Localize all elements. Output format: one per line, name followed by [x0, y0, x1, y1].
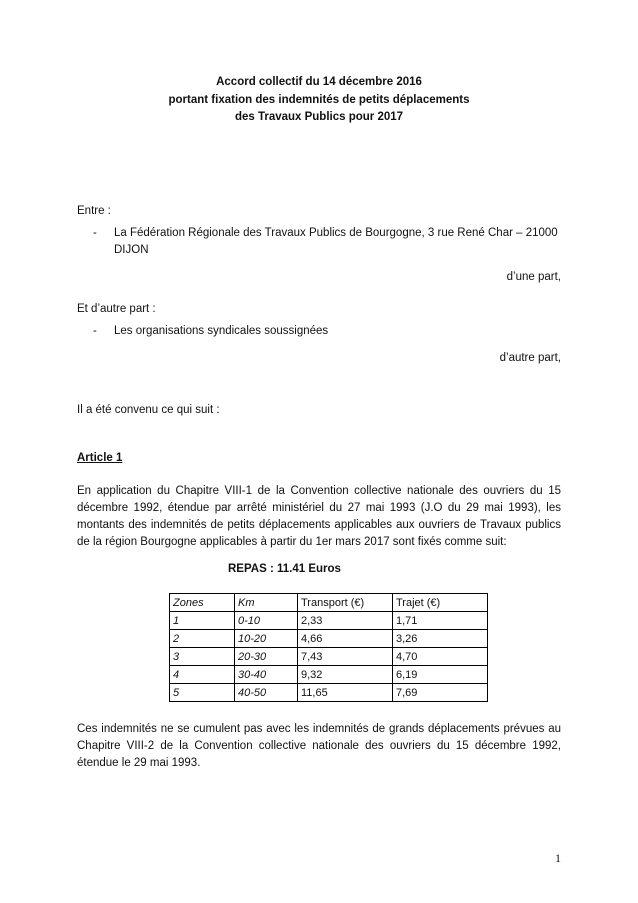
- cell-trajet: 6,19: [393, 666, 488, 684]
- header-trajet: Trajet (€): [393, 594, 488, 612]
- organisations-line: Les organisations syndicales soussignées: [114, 325, 329, 337]
- table-row: [170, 684, 488, 702]
- cell-km: 10-20: [235, 630, 298, 648]
- title-line-3: des Travaux Publics pour 2017: [234, 111, 404, 123]
- cell-zone: 2: [170, 630, 235, 648]
- cell-zone: 5: [170, 684, 235, 702]
- cell-transport: 7,43: [298, 648, 393, 666]
- cell-zone: 3: [170, 648, 235, 666]
- page-number: 1: [555, 851, 561, 865]
- entre-label: Entre :: [77, 205, 111, 217]
- header-zones: Zones: [170, 594, 235, 612]
- list-dash: -: [93, 227, 97, 239]
- table-row: [170, 666, 488, 684]
- cell-km: 30-40: [235, 666, 298, 684]
- header-km: Km: [235, 594, 298, 612]
- table-header-row: [170, 594, 488, 612]
- cell-transport: 9,32: [298, 666, 393, 684]
- federation-line-2: DIJON: [114, 244, 149, 256]
- cell-km: 20-30: [235, 648, 298, 666]
- list-dash: -: [93, 325, 97, 337]
- cell-transport: 11,65: [298, 684, 393, 702]
- title-line-2: portant fixation des indemnités de petits déplacements: [168, 94, 470, 106]
- une-part: d’une part,: [506, 271, 561, 283]
- cell-km: 40-50: [235, 684, 298, 702]
- convenu-line: Il a été convenu ce qui suit :: [77, 404, 220, 416]
- cell-trajet: 3,26: [393, 630, 488, 648]
- cell-zone: 1: [170, 612, 235, 630]
- zones-table: [169, 593, 488, 702]
- federation-line-1: La Fédération Régionale des Travaux Publics de Bourgogne, 3 rue René Char – 21000: [114, 227, 558, 239]
- autre-part: d’autre part,: [499, 352, 561, 364]
- cell-transport: 4,66: [298, 630, 393, 648]
- title-line-1: Accord collectif du 14 décembre 2016: [216, 76, 422, 88]
- cell-trajet: 4,70: [393, 648, 488, 666]
- cell-trajet: 1,71: [393, 612, 488, 630]
- table-row: [170, 648, 488, 666]
- autre-part-intro: Et d’autre part :: [77, 303, 156, 315]
- header-transport: Transport (€): [298, 594, 393, 612]
- cell-transport: 2,33: [298, 612, 393, 630]
- article-paragraph: En application du Chapitre VIII-1 de la Convention collective nationale des ouvriers du 15 décembre 1992, étendue par arrêté ministériel du 27 mai 1993 (J.O du 29 mai 1993), les montants des indemnités de petits déplacements applicables aux ouvriers de Travaux publics de la région Bourgogne applicables à partir du 1er mars 2017 sont fixés comme suit:: [77, 485, 561, 548]
- cell-km: 0-10: [235, 612, 298, 630]
- article-heading: Article 1: [77, 452, 123, 464]
- closing-paragraph: Ces indemnités ne se cumulent pas avec les indemnités de grands déplacements prévues au Chapitre VIII-2 de la Convention collective nationale des ouvriers du 15 décembre 1992, étendue le 29 mai 1993.: [77, 723, 561, 769]
- cell-trajet: 7,69: [393, 684, 488, 702]
- cell-zone: 4: [170, 666, 235, 684]
- table-row: [170, 612, 488, 630]
- repas-line: REPAS : 11.41 Euros: [228, 563, 341, 575]
- table-row: [170, 630, 488, 648]
